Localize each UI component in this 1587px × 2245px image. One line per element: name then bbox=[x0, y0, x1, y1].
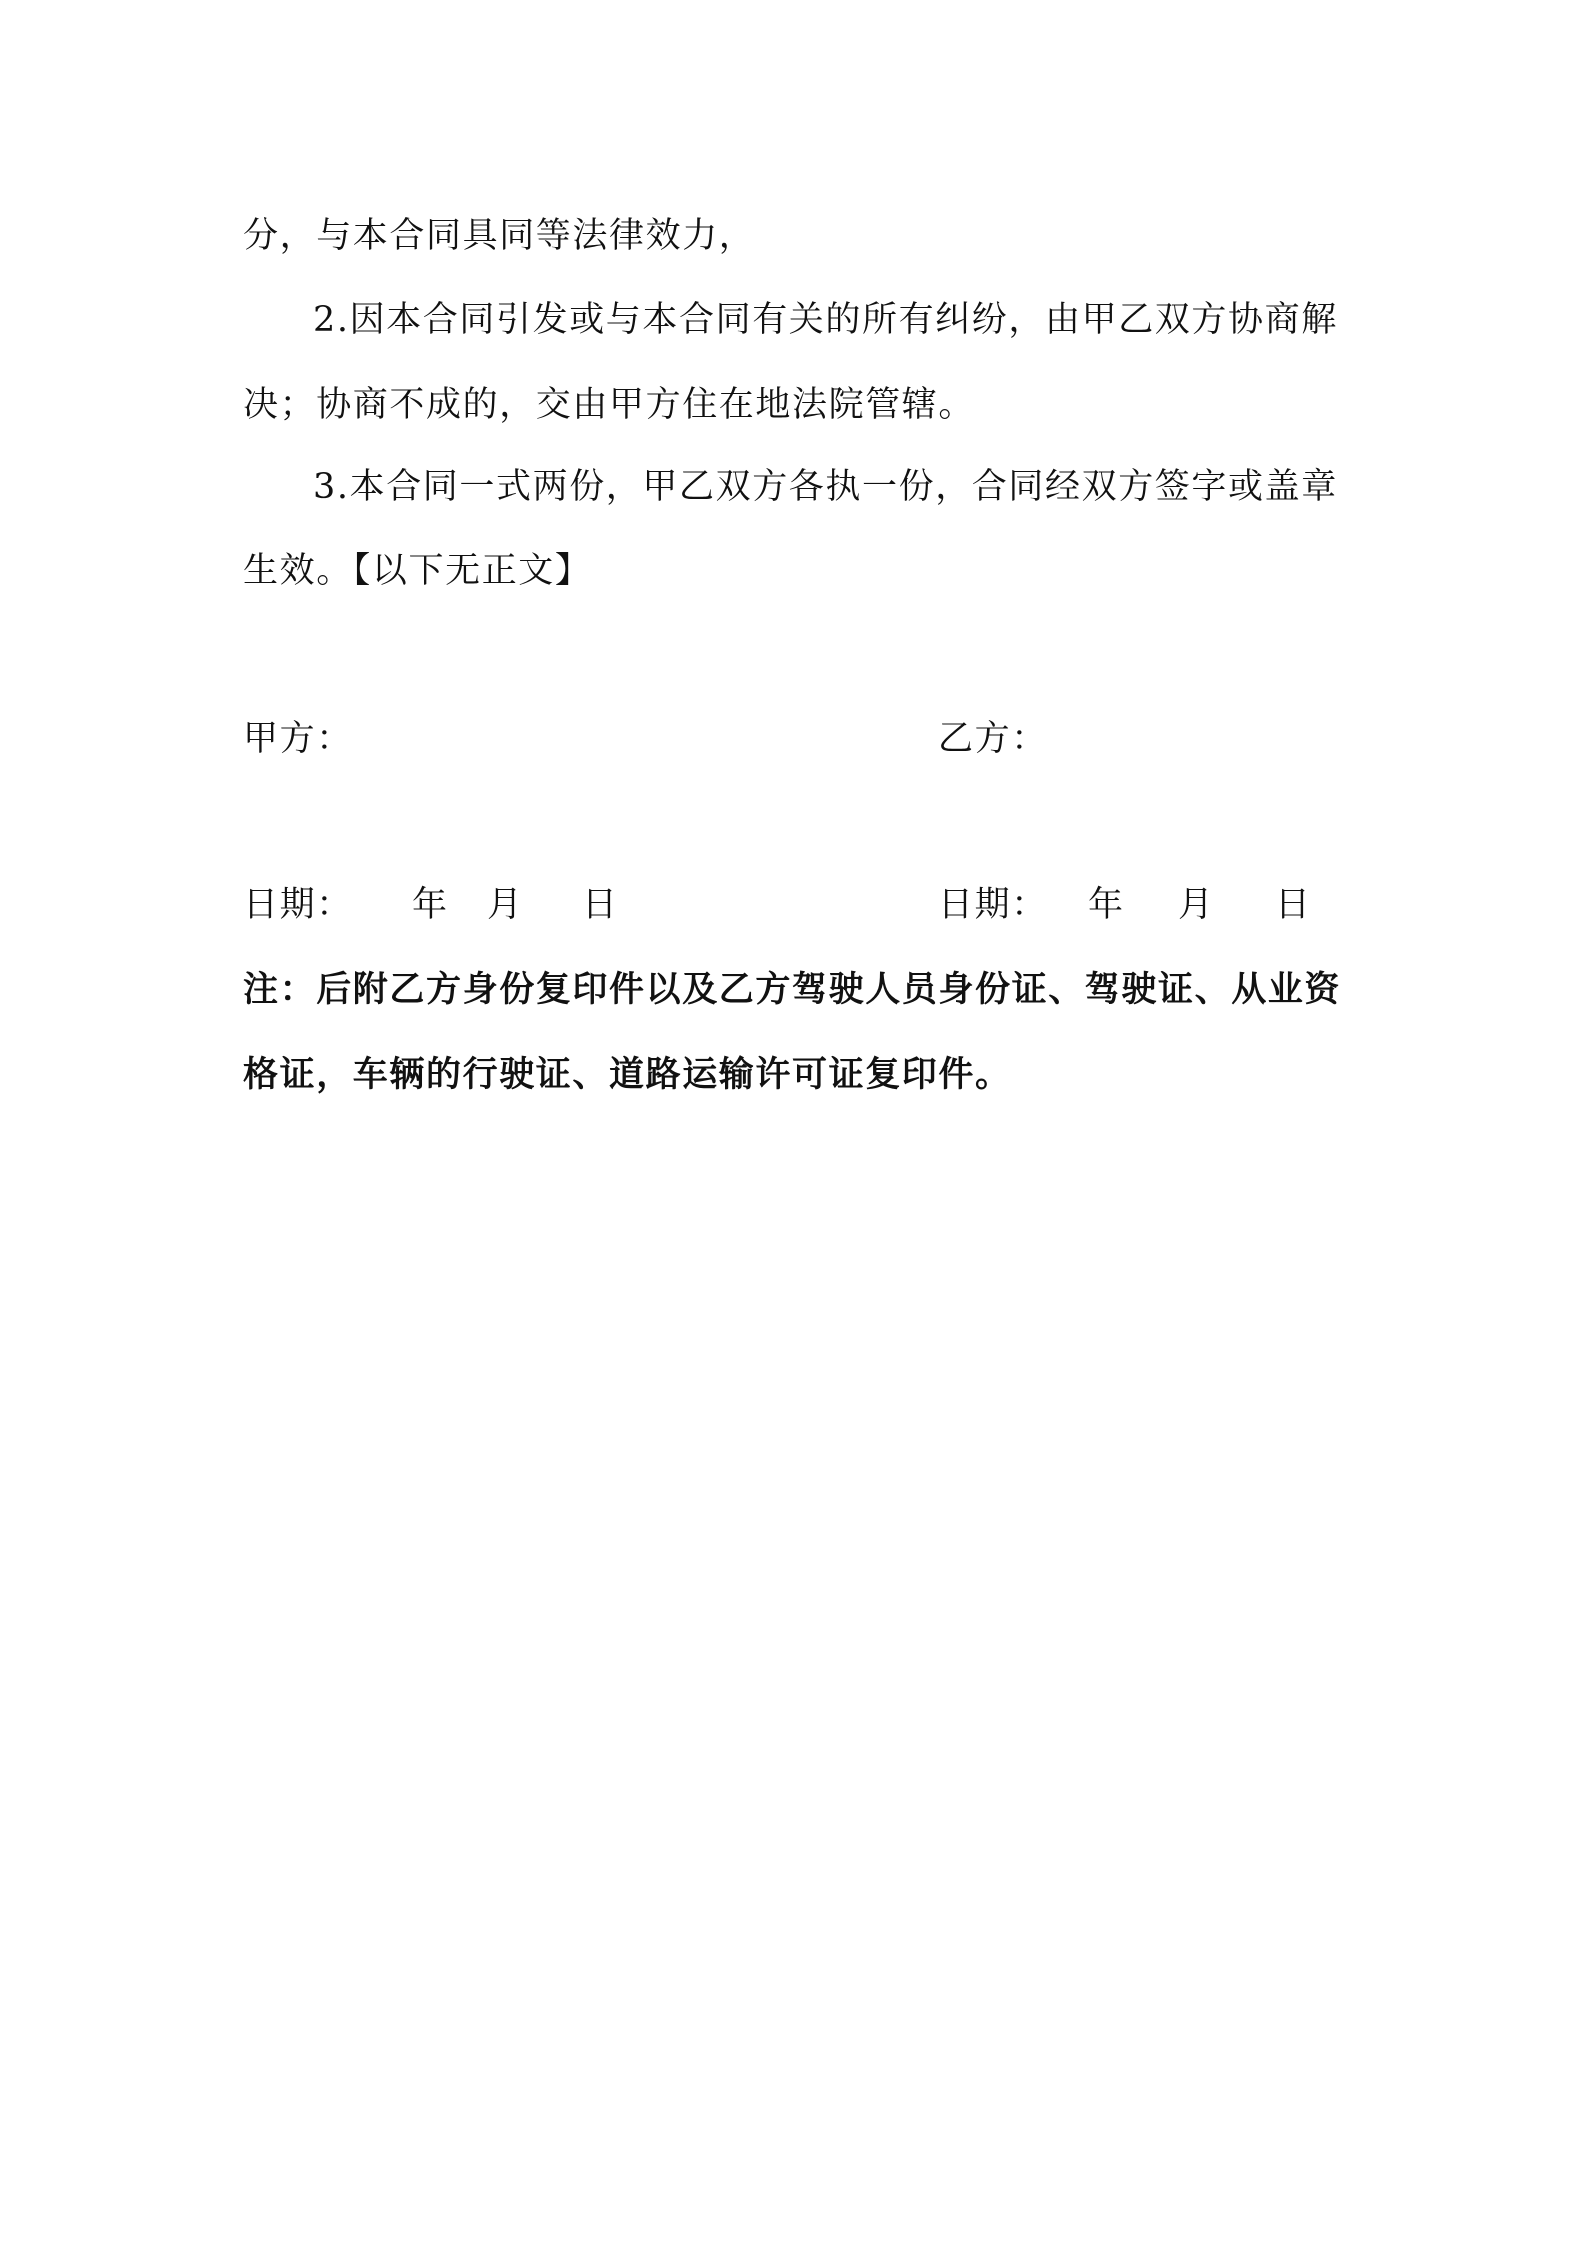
party-b-day: 日 bbox=[1275, 885, 1312, 925]
party-b-month: 月 bbox=[1178, 885, 1215, 925]
clause-3-line-2: 生效。【以下无正文】 bbox=[243, 551, 592, 591]
party-b-year: 年 bbox=[1088, 885, 1125, 925]
note-line-2: 格证，车辆的行驶证、道路运输许可证复印件。 bbox=[243, 1054, 1012, 1095]
party-b-date-label: 日期： bbox=[938, 885, 1048, 925]
clause-3-line-1: 3.本合同一式两份，甲乙双方各执一份，合同经双方签字或盖章 bbox=[313, 467, 1338, 507]
note-line-1: 注：后附乙方身份复印件以及乙方驾驶人员身份证、驾驶证、从业资 bbox=[243, 969, 1342, 1010]
clause-2-line-2: 决；协商不成的，交由甲方住在地法院管辖。 bbox=[243, 385, 976, 425]
party-a-date-label: 日期： bbox=[243, 885, 353, 925]
party-b-label: 乙方： bbox=[938, 719, 1048, 759]
party-a-label: 甲方： bbox=[243, 719, 353, 759]
party-a-year: 年 bbox=[412, 885, 449, 925]
clause-2-line-1: 2.因本合同引发或与本合同有关的所有纠纷，由甲乙双方协商解 bbox=[313, 300, 1338, 340]
party-a-day: 日 bbox=[582, 885, 619, 925]
party-a-month: 月 bbox=[487, 885, 524, 925]
paragraph-continuation: 分，与本合同具同等法律效力， bbox=[243, 216, 756, 256]
